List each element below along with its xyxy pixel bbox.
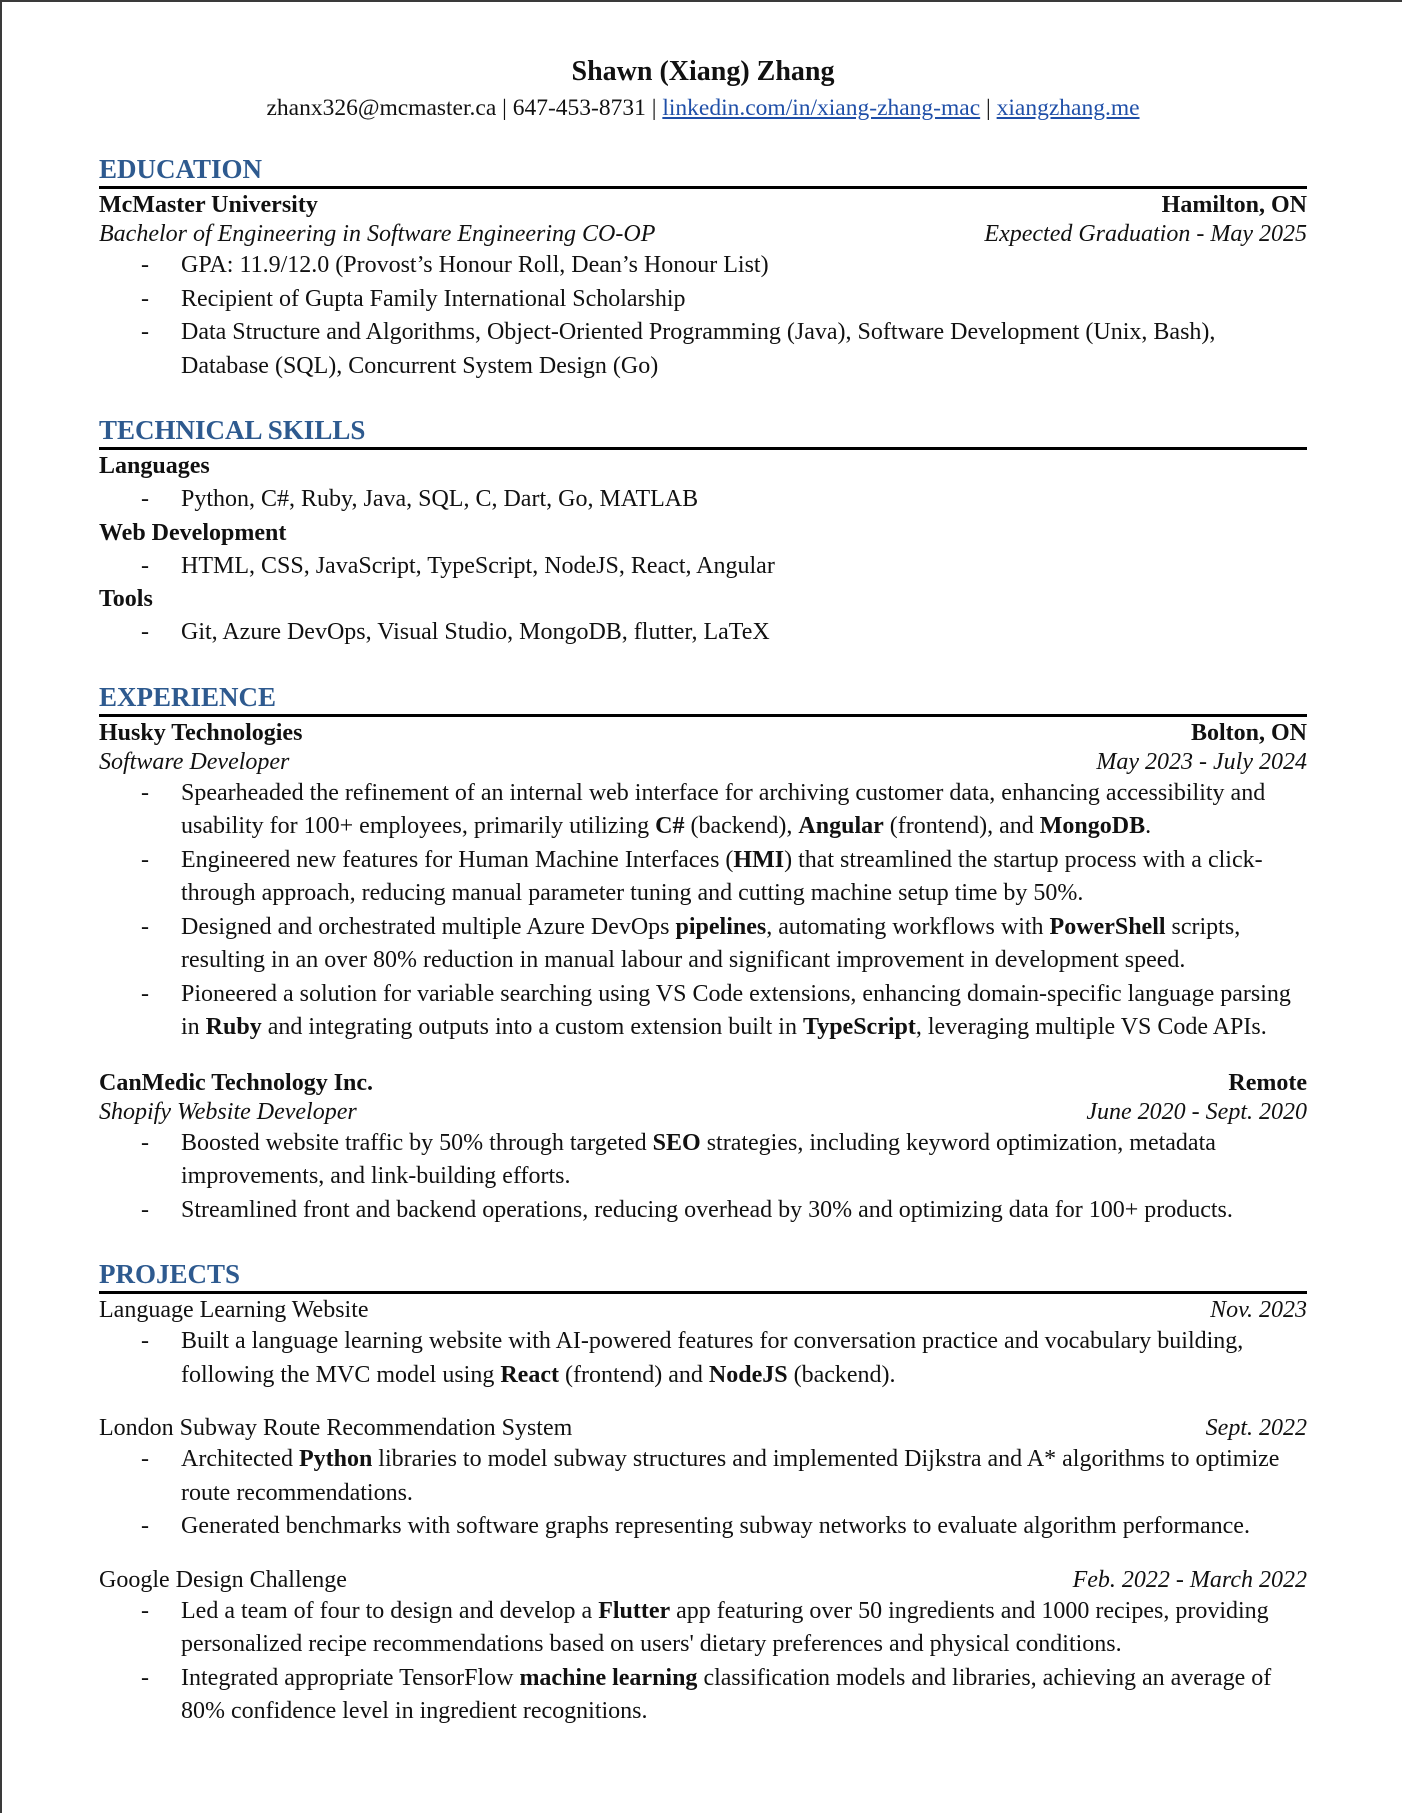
phone-text: 647-453-8731 xyxy=(512,95,646,121)
project-date: Feb. 2022 - March 2022 xyxy=(1072,1566,1307,1593)
bullet-dash: - xyxy=(141,252,149,278)
separator: | xyxy=(496,95,513,121)
list-item xyxy=(99,1127,1307,1194)
bullet-dash: - xyxy=(141,846,149,873)
job-bullets xyxy=(99,1127,1307,1228)
job-dates: May 2023 - July 2024 xyxy=(1096,748,1307,775)
list-item: - Data Structure and Algorithms, Object-Oriented Programming (Java), Software Development (Unix, Bash), Database (SQL), Concurrent System Design (Go) xyxy=(99,316,1307,383)
list-item xyxy=(99,1194,1307,1228)
resume-header xyxy=(99,50,1307,122)
list-item: - Recipient of Gupta Family International Scholarship xyxy=(99,283,1307,317)
skill-category: Languages xyxy=(99,453,210,479)
school-name: McMaster University xyxy=(99,192,318,218)
job-role: Software Developer xyxy=(99,748,290,775)
bold-keyword: MongoDB xyxy=(1039,813,1146,839)
list-item xyxy=(99,1443,1307,1510)
text-segment: strategies, including keyword optimization, metadata improvements, and link-building efforts. xyxy=(181,1129,1216,1189)
project-name: London Subway Route Recommendation System xyxy=(99,1415,573,1441)
section-title-skills: TECHNICAL SKILLS xyxy=(99,413,1307,450)
skill-category: Tools xyxy=(99,586,153,612)
bold-keyword: HMI xyxy=(733,846,785,873)
bold-keyword: pipelines xyxy=(675,913,767,940)
job-role: Shopify Website Developer xyxy=(99,1098,357,1125)
bullet-dash: - xyxy=(141,1597,149,1624)
bold-keyword: Angular xyxy=(798,813,884,839)
bullet-dash: - xyxy=(141,1513,149,1539)
section-title-projects: PROJECTS xyxy=(99,1257,1307,1294)
skill-list xyxy=(99,550,1307,584)
bullet-dash: - xyxy=(141,1446,149,1472)
text-segment: (frontend), and xyxy=(883,813,1040,839)
text-segment: (backend). xyxy=(787,1361,896,1388)
education-school-row xyxy=(99,191,1307,220)
separator: | xyxy=(980,95,997,121)
bold-keyword: C# xyxy=(655,813,685,839)
project-header-row xyxy=(99,1414,1307,1443)
text-segment: , leveraging multiple VS Code APIs. xyxy=(915,1014,1267,1040)
list-item xyxy=(99,777,1307,844)
list-item: - Python, C#, Ruby, Java, SQL, C, Dart, Go, MATLAB xyxy=(99,483,1307,517)
resume-content xyxy=(99,50,1307,1729)
list-item: - GPA: 11.9/12.0 (Provost’s Honour Roll, Dean’s Honour List) xyxy=(99,249,1307,283)
bullet-dash: - xyxy=(141,913,149,940)
list-item xyxy=(99,1595,1307,1662)
text-segment: Streamlined front and backend operations, reducing overhead by 30% and optimizing data for 100+ products. xyxy=(181,1196,1233,1223)
bold-keyword: Flutter xyxy=(598,1597,671,1624)
project-bullets xyxy=(99,1325,1307,1392)
bullet-dash: - xyxy=(141,980,149,1007)
text-segment: and integrating outputs into a custom extension built in xyxy=(261,1014,803,1040)
bullet-dash: - xyxy=(141,1129,149,1156)
email-text: zhanx326@mcmaster.ca xyxy=(266,95,497,121)
skill-list xyxy=(99,483,1307,517)
company-name: CanMedic Technology Inc. xyxy=(99,1069,374,1096)
project-date: Sept. 2022 xyxy=(1205,1415,1307,1441)
skill-category: Web Development xyxy=(99,519,287,546)
project-header-row xyxy=(99,1296,1307,1325)
project-bullets xyxy=(99,1443,1307,1544)
job-bullets xyxy=(99,777,1307,1045)
linkedin-link[interactable]: linkedin.com/in/xiang-zhang-mac xyxy=(662,95,981,121)
bold-keyword: machine learning xyxy=(519,1664,698,1691)
job-header-row xyxy=(99,719,1307,748)
list-item: - HTML, CSS, JavaScript, TypeScript, NodeJS, React, Angular xyxy=(99,550,1307,584)
project-name: Language Learning Website xyxy=(99,1297,369,1323)
text-segment: Led a team of four to design and develop a xyxy=(181,1597,599,1624)
text-segment: Engineered new features for Human Machine Interfaces ( xyxy=(181,846,734,873)
text-segment: (frontend) and xyxy=(558,1361,709,1388)
bold-keyword: Ruby xyxy=(205,1014,262,1040)
graduation-date: Expected Graduation - May 2025 xyxy=(984,221,1307,247)
company-name: Husky Technologies xyxy=(99,719,303,746)
website-link[interactable]: xiangzhang.me xyxy=(996,95,1140,121)
list-item xyxy=(99,844,1307,911)
text-segment: Architected xyxy=(181,1446,299,1472)
bullet-dash: - xyxy=(141,319,149,345)
text-segment: Pioneered a solution for variable searching using VS Code extensions, enhancing domain-specific language parsing in xyxy=(181,980,1291,1040)
text-segment: , automating workflows with xyxy=(766,913,1050,940)
bold-keyword: PowerShell xyxy=(1049,913,1166,940)
bullet-dash: - xyxy=(141,486,149,512)
bullet-dash: - xyxy=(141,1664,149,1691)
job-role-row xyxy=(99,1098,1307,1127)
bold-keyword: SEO xyxy=(652,1129,701,1156)
job-dates: June 2020 - Sept. 2020 xyxy=(1086,1098,1307,1125)
job-header-row xyxy=(99,1069,1307,1098)
list-item xyxy=(99,1325,1307,1392)
section-title-experience: EXPERIENCE xyxy=(99,680,1307,717)
bullet-dash: - xyxy=(141,552,149,579)
text-segment: classification models and libraries, achieving an average of 80% confidence level in ingredient recognitions. xyxy=(181,1664,1272,1724)
school-location: Hamilton, ON xyxy=(1161,192,1307,218)
project-bullets xyxy=(99,1595,1307,1729)
list-item: - Git, Azure DevOps, Visual Studio, MongoDB, flutter, LaTeX xyxy=(99,616,1307,650)
degree-name: Bachelor of Engineering in Software Engineering CO-OP xyxy=(99,221,656,247)
bullet-dash: - xyxy=(141,1328,149,1354)
bold-keyword: React xyxy=(500,1361,559,1388)
text-segment: Built a language learning website with AI-powered features for conversation practice and vocabulary building, following the MVC model using xyxy=(181,1328,1244,1388)
section-title-education: EDUCATION xyxy=(99,152,1307,189)
separator: | xyxy=(645,95,663,121)
job-location: Bolton, ON xyxy=(1190,719,1307,746)
bullet-dash: - xyxy=(141,779,149,806)
bullet-dash: - xyxy=(141,1196,149,1223)
text-segment: Designed and orchestrated multiple Azure DevOps xyxy=(181,913,676,940)
contact-line xyxy=(99,94,1307,122)
skill-list xyxy=(99,616,1307,650)
bullet-dash: - xyxy=(141,285,149,312)
job-location: Remote xyxy=(1228,1069,1307,1096)
project-date: Nov. 2023 xyxy=(1210,1297,1307,1323)
text-segment: Boosted website traffic by 50% through targeted xyxy=(181,1129,653,1156)
bold-keyword: Python xyxy=(298,1446,373,1472)
project-name: Google Design Challenge xyxy=(99,1566,347,1593)
text-segment: scripts, resulting in an over 80% reduction in manual labour and significant improvement in development speed. xyxy=(181,913,1241,973)
text-segment: (backend), xyxy=(684,813,799,839)
text-segment: Integrated appropriate TensorFlow xyxy=(181,1664,520,1691)
job-role-row xyxy=(99,748,1307,777)
project-header-row xyxy=(99,1566,1307,1595)
candidate-name: Shawn (Xiang) Zhang xyxy=(571,56,835,87)
list-item xyxy=(99,911,1307,978)
list-item xyxy=(99,978,1307,1045)
education-bullets xyxy=(99,249,1307,383)
text-segment: Spearheaded the refinement of an internal web interface for archiving customer data, enhancing accessibility and usability for 100+ employees, primarily utilizing xyxy=(181,779,1266,839)
text-segment: ) that streamlined the startup process with a click-through approach, reducing manual parameter tuning and cutting machine setup time by 50%. xyxy=(181,846,1263,906)
education-degree-row xyxy=(99,220,1307,249)
bullet-dash: - xyxy=(141,619,149,645)
text-segment: libraries to model subway structures and implemented Dijkstra and A* algorithms to optimize route recommendations. xyxy=(181,1446,1280,1506)
list-item xyxy=(99,1662,1307,1729)
list-item xyxy=(99,1510,1307,1544)
bold-keyword: TypeScript xyxy=(802,1014,916,1040)
bold-keyword: NodeJS xyxy=(708,1361,788,1388)
text-segment: app featuring over 50 ingredients and 1000 recipes, providing personalized recipe recommendations based on users' dietary preferences and physical conditions. xyxy=(181,1597,1269,1657)
text-segment: . xyxy=(1145,813,1152,839)
text-segment: Generated benchmarks with software graphs representing subway networks to evaluate algorithm performance. xyxy=(181,1513,1250,1539)
